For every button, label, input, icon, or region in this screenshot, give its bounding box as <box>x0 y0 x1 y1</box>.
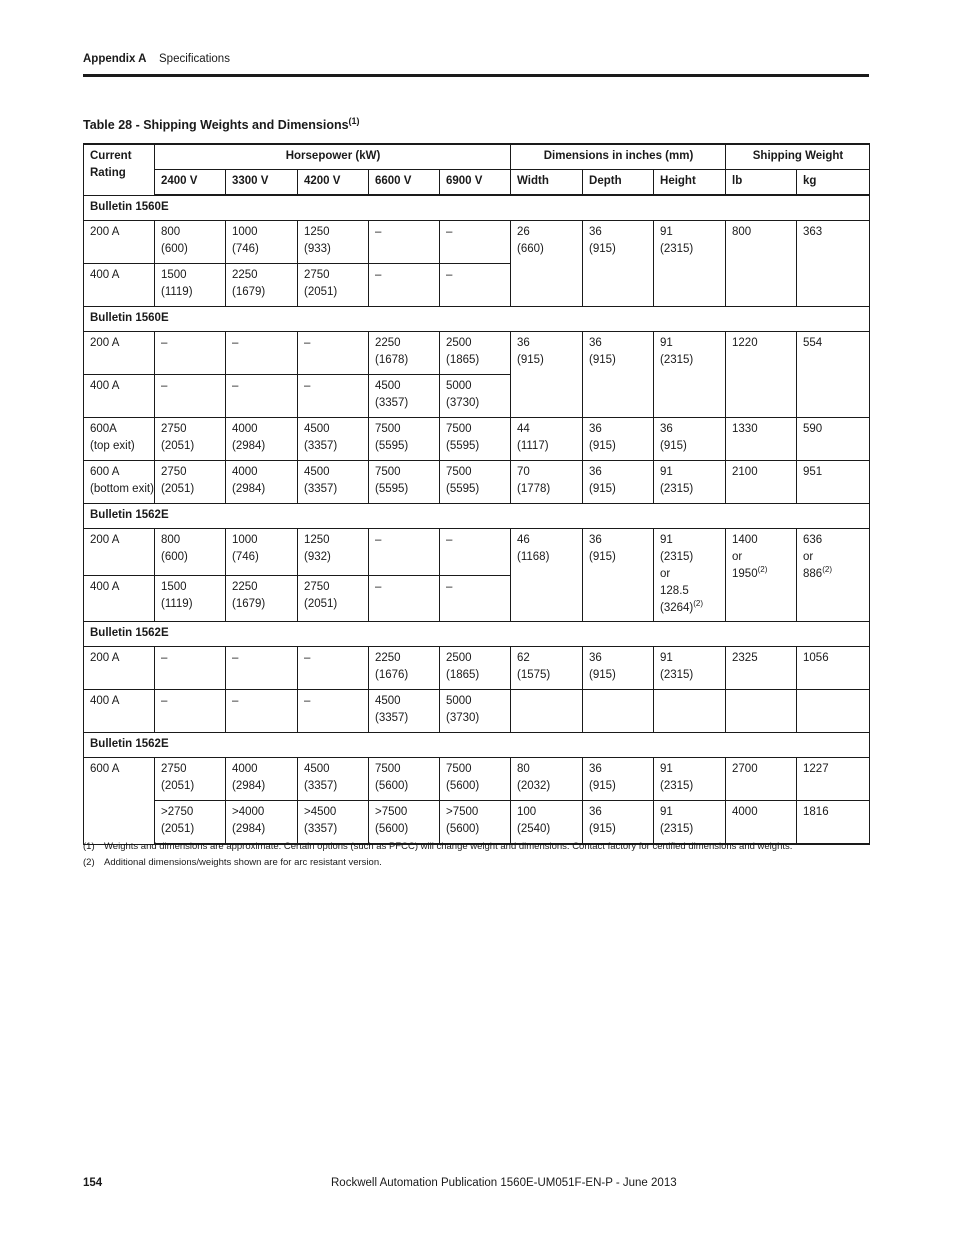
rating-cell: 600 A (bottom exit) <box>84 461 155 504</box>
hp-cell: 2500 (1865) <box>440 647 511 690</box>
hp-cell: 2750 (2051) <box>298 575 369 622</box>
hp-cell: – <box>155 332 226 375</box>
height-cell: 91 (2315) <box>654 647 726 690</box>
title-footnote-ref: (1) <box>348 115 360 126</box>
hp-cell: 7500 (5595) <box>369 418 440 461</box>
hp-cell: 1500 (1119) <box>155 264 226 307</box>
header-3300v: 3300 V <box>226 170 298 196</box>
hp-cell: 7500 (5595) <box>369 461 440 504</box>
rating-cell: 400 A <box>84 575 155 622</box>
hp-cell: – <box>226 690 298 733</box>
hp-cell: >7500 (5600) <box>440 801 511 845</box>
header-rule <box>83 74 869 77</box>
hp-cell: 800 (600) <box>155 529 226 576</box>
kg-cell: 951 <box>797 461 870 504</box>
lb-cell: 2700 <box>726 758 797 801</box>
header-lb: lb <box>726 170 797 196</box>
header-6600v: 6600 V <box>369 170 440 196</box>
hp-cell: – <box>369 575 440 622</box>
table-row <box>84 647 870 690</box>
kg-cell: 590 <box>797 418 870 461</box>
bulletin-row <box>84 733 870 758</box>
rating-cell: 200 A <box>84 647 155 690</box>
header-dimensions: Dimensions in inches (mm) <box>511 144 726 170</box>
hp-cell: – <box>440 529 511 576</box>
footnote <box>83 855 883 871</box>
footnote-text: Additional dimensions/weights shown are for arc resistant version. <box>104 857 382 868</box>
hp-cell: 4500 (3357) <box>298 461 369 504</box>
table-row <box>84 529 870 576</box>
rating-cell: 200 A <box>84 529 155 576</box>
depth-cell: 36 (915) <box>583 332 654 418</box>
height-cell: 91 (2315) <box>654 801 726 845</box>
hp-cell: 1250 (933) <box>298 221 369 264</box>
rating-cell: 400 A <box>84 375 155 418</box>
height-cell: 91 (2315) <box>654 758 726 801</box>
rating-cell: 600A (top exit) <box>84 418 155 461</box>
lb-cell: 2100 <box>726 461 797 504</box>
footnote-number: (1) <box>83 841 95 852</box>
hp-cell: – <box>298 332 369 375</box>
hp-cell: 800 (600) <box>155 221 226 264</box>
hp-cell: – <box>440 221 511 264</box>
depth-cell: 36 (915) <box>583 529 654 622</box>
header-width: Width <box>511 170 583 196</box>
hp-cell: – <box>369 264 440 307</box>
bulletin-label: Bulletin 1562E <box>84 622 870 647</box>
width-cell: 70 (1778) <box>511 461 583 504</box>
hp-cell: 4500 (3357) <box>298 758 369 801</box>
width-cell: 100 (2540) <box>511 801 583 845</box>
footnote-ref: (2) <box>693 599 704 609</box>
hp-cell: 4500 (3357) <box>298 418 369 461</box>
width-cell: 62 (1575) <box>511 647 583 690</box>
kg-cell: 1056 <box>797 647 870 690</box>
bulletin-label: Bulletin 1560E <box>84 195 870 221</box>
lb-cell: 4000 <box>726 801 797 845</box>
hp-cell: >7500 (5600) <box>369 801 440 845</box>
hp-cell: – <box>298 690 369 733</box>
footnote <box>83 839 883 855</box>
hp-cell: 1000 (746) <box>226 529 298 576</box>
width-cell: 46 (1168) <box>511 529 583 622</box>
rating-cell: 400 A <box>84 264 155 307</box>
footnote-ref: (2) <box>822 565 832 575</box>
header-kg: kg <box>797 170 870 196</box>
height-cell: 91 (2315) <box>654 332 726 418</box>
hp-cell: 1000 (746) <box>226 221 298 264</box>
table-row <box>84 758 870 801</box>
table-row <box>84 801 870 845</box>
depth-cell: 36 (915) <box>583 221 654 307</box>
lb-cell <box>726 690 797 733</box>
width-cell: 80 (2032) <box>511 758 583 801</box>
height-cell: 91 (2315) <box>654 461 726 504</box>
depth-cell <box>583 690 654 733</box>
kg-cell <box>797 690 870 733</box>
hp-cell: 2750 (2051) <box>155 758 226 801</box>
kg-cell: 636 or 886$^{(2)}$ <box>797 529 870 622</box>
width-cell: 36 (915) <box>511 332 583 418</box>
lb-cell: 1330 <box>726 418 797 461</box>
publication-info: Rockwell Automation Publication 1560E-UM051F-EN-P - June 2013 <box>331 1177 677 1189</box>
header-2400v: 2400 V <box>155 170 226 196</box>
hp-cell: 2750 (2051) <box>155 418 226 461</box>
hp-cell: 5000 (3730) <box>440 690 511 733</box>
page-header <box>83 53 869 73</box>
hp-cell: 2500 (1865) <box>440 332 511 375</box>
section-label: Specifications <box>159 53 230 65</box>
table-row <box>84 418 870 461</box>
hp-cell: – <box>155 375 226 418</box>
hp-cell: 7500 (5600) <box>440 758 511 801</box>
rating-cell: 600 A <box>84 758 155 845</box>
hp-cell: 4000 (2984) <box>226 461 298 504</box>
kg-cell: 1227 <box>797 758 870 801</box>
height-cell: 91 (2315) <box>654 221 726 307</box>
hp-cell: – <box>369 529 440 576</box>
hp-cell: 4000 (2984) <box>226 418 298 461</box>
hp-cell: – <box>155 647 226 690</box>
hp-cell: 1500 (1119) <box>155 575 226 622</box>
width-cell: 44 (1117) <box>511 418 583 461</box>
footnotes <box>83 839 883 871</box>
lb-cell: 1400 or 1950$^{(2)}$ <box>726 529 797 622</box>
lb-cell: 2325 <box>726 647 797 690</box>
bulletin-row <box>84 622 870 647</box>
rating-cell: 200 A <box>84 221 155 264</box>
hp-cell: – <box>298 647 369 690</box>
header-depth: Depth <box>583 170 654 196</box>
bulletin-label: Bulletin 1562E <box>84 733 870 758</box>
height-cell: 36 (915) <box>654 418 726 461</box>
depth-cell: 36 (915) <box>583 418 654 461</box>
header-row-1 <box>84 144 870 170</box>
hp-cell: >2750 (2051) <box>155 801 226 845</box>
hp-cell: 2250 (1676) <box>369 647 440 690</box>
hp-cell: 7500 (5600) <box>369 758 440 801</box>
depth-cell: 36 (915) <box>583 461 654 504</box>
kg-cell: 554 <box>797 332 870 418</box>
hp-cell: – <box>226 647 298 690</box>
hp-cell: – <box>440 264 511 307</box>
header-horsepower: Horsepower (kW) <box>155 144 511 170</box>
hp-cell: >4000 (2984) <box>226 801 298 845</box>
bulletin-label: Bulletin 1560E <box>84 307 870 332</box>
lb-cell: 800 <box>726 221 797 307</box>
depth-cell: 36 (915) <box>583 758 654 801</box>
hp-cell: 2250 (1679) <box>226 575 298 622</box>
table-row <box>84 690 870 733</box>
hp-cell: 2250 (1678) <box>369 332 440 375</box>
rating-cell: 200 A <box>84 332 155 375</box>
hp-cell: – <box>155 690 226 733</box>
hp-cell: – <box>369 221 440 264</box>
footnote-ref: (2) <box>757 565 768 575</box>
table-row <box>84 332 870 375</box>
page-number: 154 <box>83 1177 103 1189</box>
hp-cell: – <box>440 575 511 622</box>
hp-cell: 4500 (3357) <box>369 690 440 733</box>
header-current-rating: Current Rating <box>84 144 155 195</box>
width-cell: 26 (660) <box>511 221 583 307</box>
table-title: Table 28 - Shipping Weights and Dimensions$^{(1)}$ <box>83 115 360 132</box>
depth-cell: 36 (915) <box>583 647 654 690</box>
table-row <box>84 221 870 264</box>
appendix-label: Appendix A <box>83 53 147 65</box>
height-cell <box>654 690 726 733</box>
footnote-number: (2) <box>83 857 95 868</box>
shipping-weights-table <box>83 143 870 845</box>
bulletin-row <box>84 504 870 529</box>
kg-cell: 363 <box>797 221 870 307</box>
rating-cell: 400 A <box>84 690 155 733</box>
hp-cell: 2750 (2051) <box>298 264 369 307</box>
hp-cell: 2750 (2051) <box>155 461 226 504</box>
table-row <box>84 461 870 504</box>
footnote-text: Weights and dimensions are approximate. Certain options (such as PFCC) will change weight and dimensions. Contact factory for certified dimensions and weights. <box>104 841 793 852</box>
bulletin-row <box>84 195 870 221</box>
hp-cell: 4500 (3357) <box>369 375 440 418</box>
depth-cell: 36 (915) <box>583 801 654 845</box>
height-cell: 91 (2315) or 128.5 $(3264)^{(2)}$ <box>654 529 726 622</box>
hp-cell: 4000 (2984) <box>226 758 298 801</box>
bulletin-row <box>84 307 870 332</box>
kg-cell: 1816 <box>797 801 870 845</box>
hp-cell: >4500 (3357) <box>298 801 369 845</box>
hp-cell: 7500 (5595) <box>440 461 511 504</box>
header-shipping-weight: Shipping Weight <box>726 144 870 170</box>
lb-cell: 1220 <box>726 332 797 418</box>
header-height: Height <box>654 170 726 196</box>
bulletin-label: Bulletin 1562E <box>84 504 870 529</box>
header-6900v: 6900 V <box>440 170 511 196</box>
hp-cell: 7500 (5595) <box>440 418 511 461</box>
hp-cell: 1250 (932) <box>298 529 369 576</box>
header-row-2 <box>84 170 870 196</box>
hp-cell: – <box>226 332 298 375</box>
header-4200v: 4200 V <box>298 170 369 196</box>
hp-cell: 2250 (1679) <box>226 264 298 307</box>
hp-cell: – <box>226 375 298 418</box>
hp-cell: 5000 (3730) <box>440 375 511 418</box>
width-cell <box>511 690 583 733</box>
hp-cell: – <box>298 375 369 418</box>
